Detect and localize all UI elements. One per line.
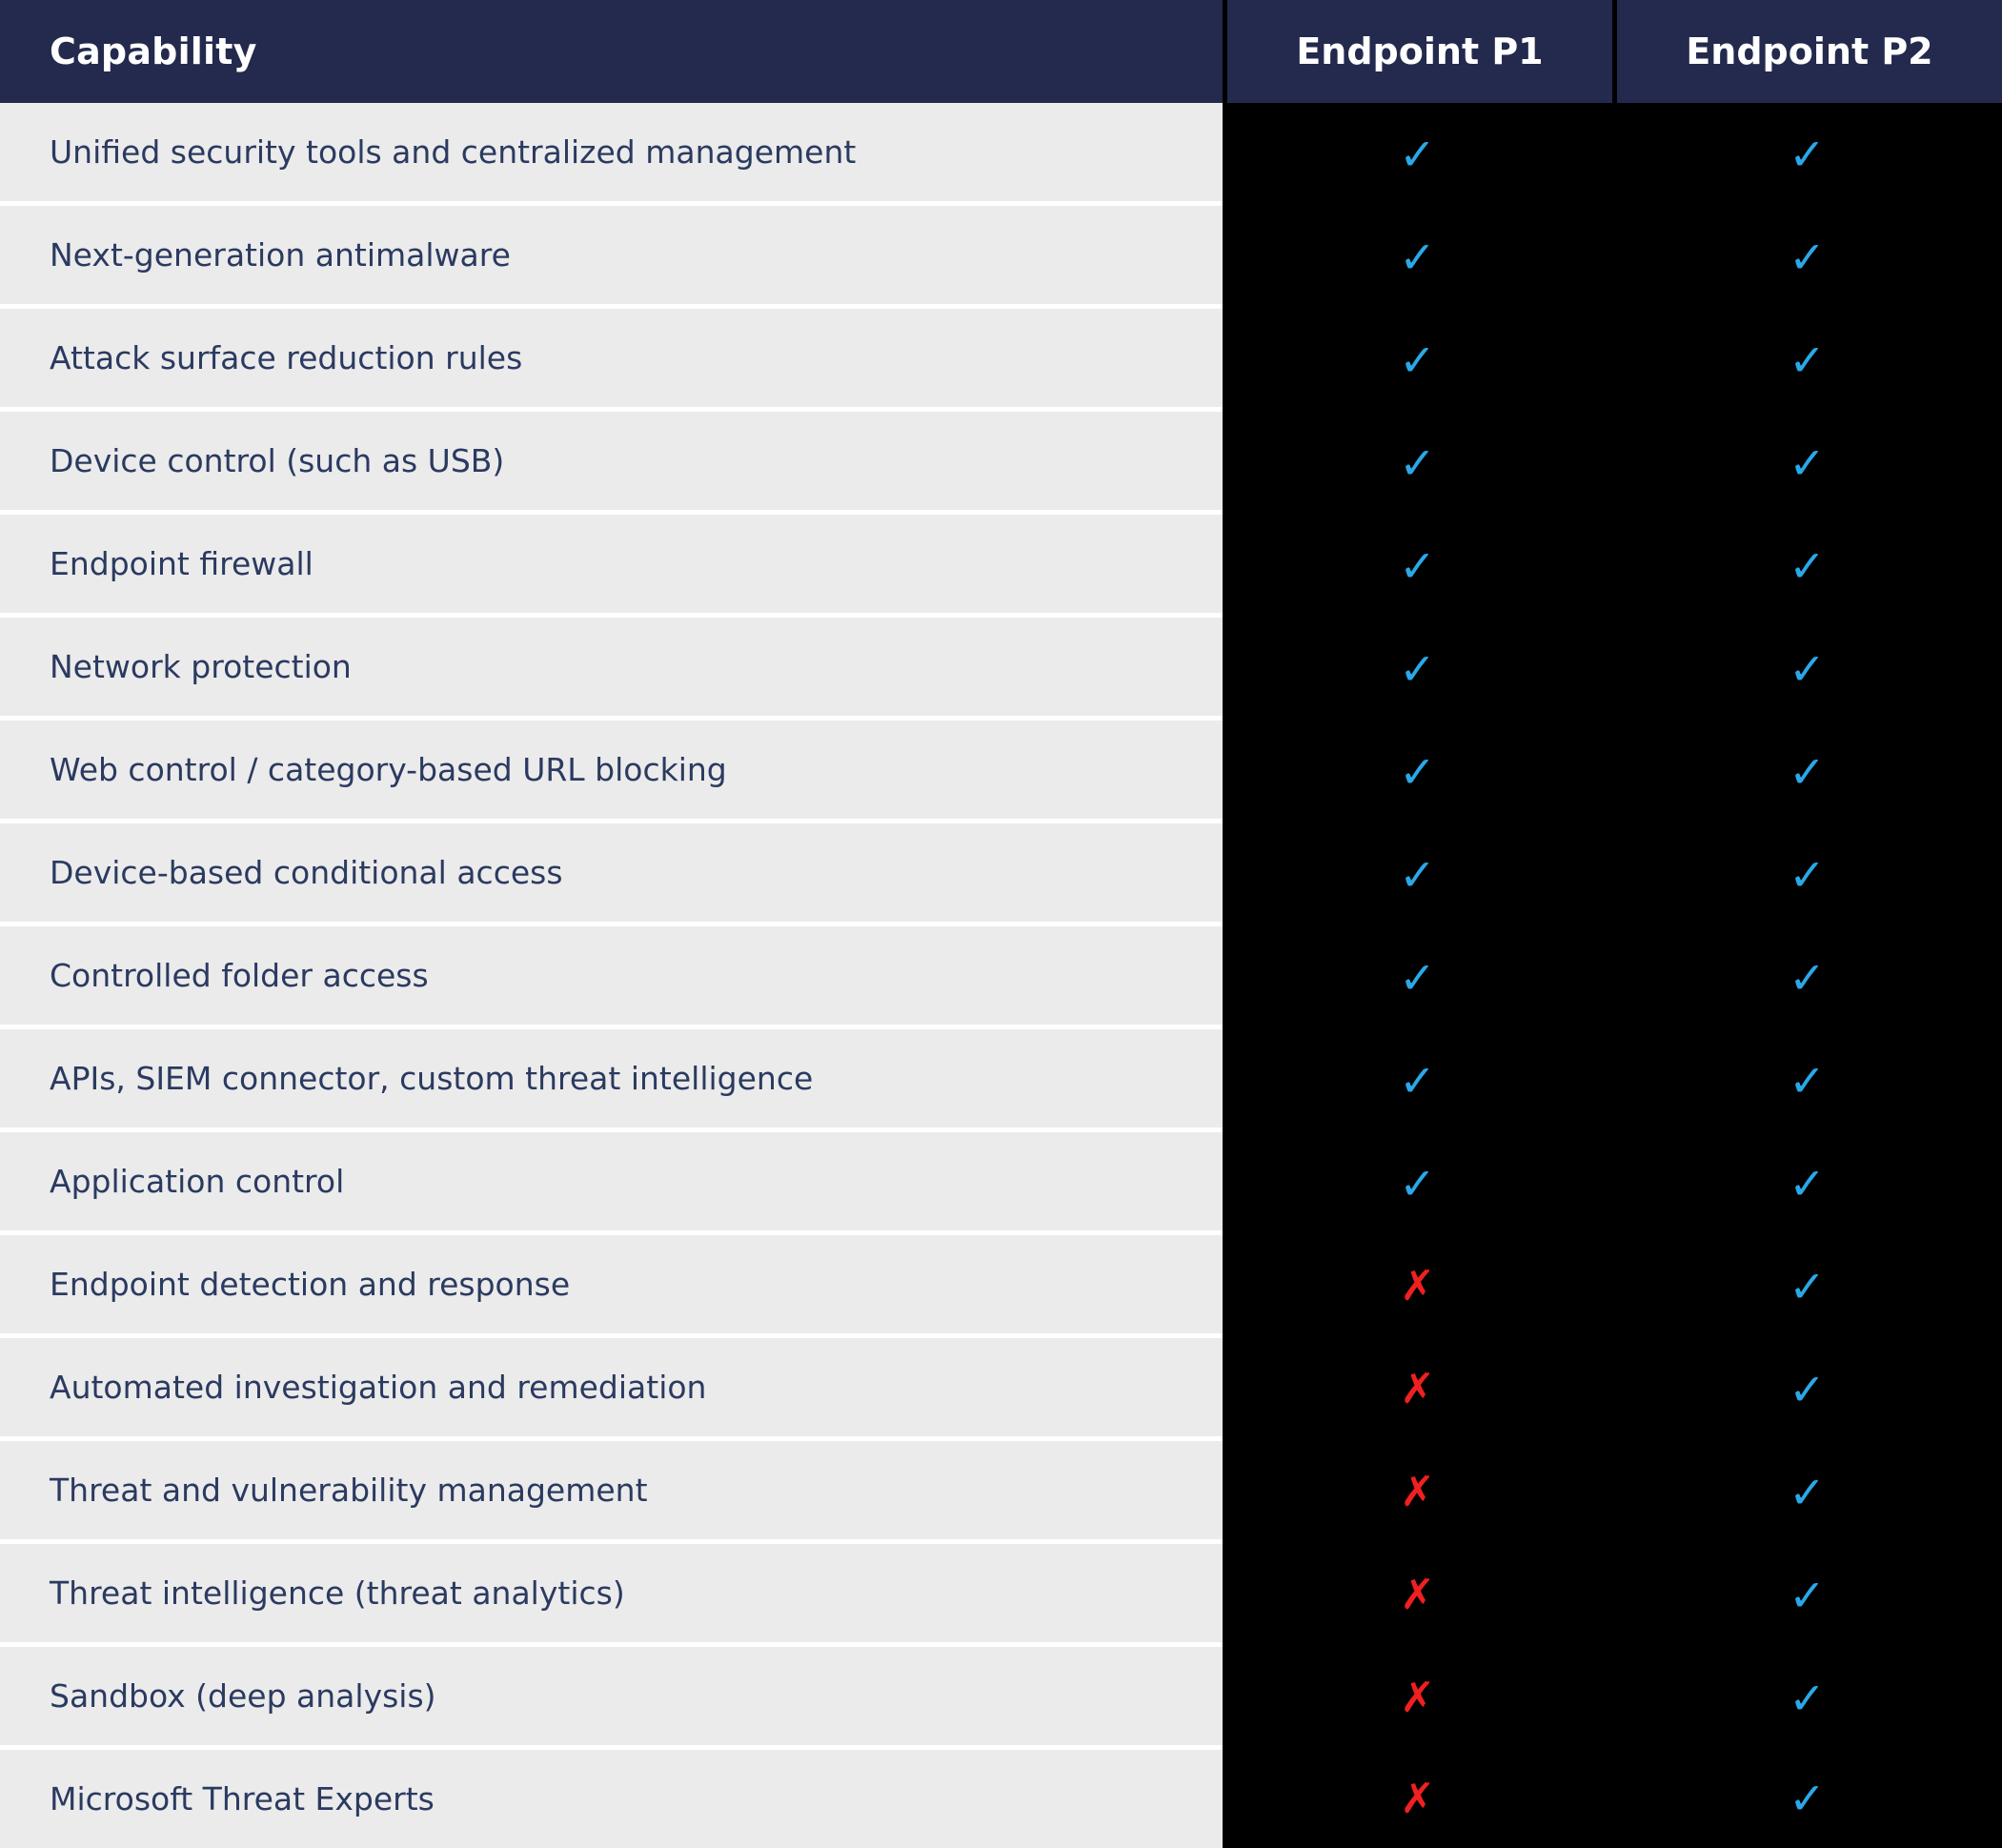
table-row [0, 1029, 2002, 1132]
check-icon: ✓ [1789, 1672, 1826, 1724]
capability-label: Device control (such as USB) [0, 412, 1223, 515]
table-row [0, 515, 2002, 618]
check-icon: ✓ [1789, 1054, 1826, 1107]
availability-cell-p2 [1612, 1544, 2002, 1647]
cross-icon: ✗ [1400, 1774, 1435, 1823]
check-icon: ✓ [1789, 1157, 1826, 1209]
check-icon: ✓ [1789, 231, 1826, 283]
check-icon: ✓ [1399, 1157, 1436, 1209]
table-row [0, 926, 2002, 1029]
availability-cell-p2 [1612, 926, 2002, 1029]
table-row [0, 1647, 2002, 1750]
check-icon: ✓ [1399, 745, 1436, 798]
capability-label: Sandbox (deep analysis) [0, 1647, 1223, 1750]
availability-cell-p1 [1223, 721, 1612, 823]
check-icon: ✓ [1399, 1054, 1436, 1107]
table-row [0, 721, 2002, 823]
availability-cell-p2 [1612, 823, 2002, 926]
column-header-capability: Capability [0, 0, 1223, 103]
check-icon: ✓ [1399, 437, 1436, 489]
capability-label: Controlled folder access [0, 926, 1223, 1029]
table-row [0, 823, 2002, 926]
availability-cell-p2 [1612, 309, 2002, 412]
cross-icon: ✗ [1400, 1571, 1435, 1619]
availability-cell-p1 [1223, 1647, 1612, 1750]
header-row [0, 0, 2002, 103]
capability-label: Automated investigation and remediation [0, 1338, 1223, 1441]
availability-cell-p2 [1612, 1338, 2002, 1441]
availability-cell-p2 [1612, 1750, 2002, 1848]
capability-label: Device-based conditional access [0, 823, 1223, 926]
column-header-endpoint-p2: Endpoint P2 [1612, 0, 2002, 103]
table-row [0, 1338, 2002, 1441]
check-icon: ✓ [1789, 1466, 1826, 1518]
check-icon: ✓ [1399, 539, 1436, 592]
availability-cell-p1 [1223, 823, 1612, 926]
availability-cell-p1 [1223, 206, 1612, 309]
table-header [0, 0, 2002, 103]
check-icon: ✓ [1789, 437, 1826, 489]
capability-label: Network protection [0, 618, 1223, 721]
capability-label: Endpoint firewall [0, 515, 1223, 618]
availability-cell-p2 [1612, 618, 2002, 721]
capability-label: Microsoft Threat Experts [0, 1750, 1223, 1848]
availability-cell-p1 [1223, 103, 1612, 206]
check-icon: ✓ [1789, 1260, 1826, 1312]
check-icon: ✓ [1399, 848, 1436, 901]
capability-label: Unified security tools and centralized management [0, 103, 1223, 206]
capability-label: Web control / category-based URL blocking [0, 721, 1223, 823]
check-icon: ✓ [1789, 334, 1826, 386]
availability-cell-p1 [1223, 618, 1612, 721]
check-icon: ✓ [1789, 951, 1826, 1004]
availability-cell-p2 [1612, 206, 2002, 309]
table-row [0, 1132, 2002, 1235]
availability-cell-p2 [1612, 721, 2002, 823]
cross-icon: ✗ [1400, 1674, 1435, 1722]
capability-label: Threat intelligence (threat analytics) [0, 1544, 1223, 1647]
availability-cell-p2 [1612, 412, 2002, 515]
availability-cell-p1 [1223, 926, 1612, 1029]
availability-cell-p2 [1612, 1029, 2002, 1132]
table-row [0, 309, 2002, 412]
availability-cell-p1 [1223, 412, 1612, 515]
capability-label: Next-generation antimalware [0, 206, 1223, 309]
availability-cell-p1 [1223, 1544, 1612, 1647]
check-icon: ✓ [1789, 128, 1826, 180]
availability-cell-p1 [1223, 1441, 1612, 1544]
capability-label: Endpoint detection and response [0, 1235, 1223, 1338]
table-row [0, 1544, 2002, 1647]
check-icon: ✓ [1789, 1363, 1826, 1415]
availability-cell-p2 [1612, 1132, 2002, 1235]
check-icon: ✓ [1399, 951, 1436, 1004]
availability-cell-p2 [1612, 1235, 2002, 1338]
capability-label: Attack surface reduction rules [0, 309, 1223, 412]
table-row [0, 206, 2002, 309]
availability-cell-p1 [1223, 1338, 1612, 1441]
cross-icon: ✗ [1400, 1262, 1435, 1310]
table-row [0, 1235, 2002, 1338]
table-row [0, 1750, 2002, 1848]
cross-icon: ✗ [1400, 1468, 1435, 1516]
capability-label: Application control [0, 1132, 1223, 1235]
table-row [0, 1441, 2002, 1544]
check-icon: ✓ [1789, 745, 1826, 798]
availability-cell-p1 [1223, 1029, 1612, 1132]
capability-label: Threat and vulnerability management [0, 1441, 1223, 1544]
check-icon: ✓ [1399, 334, 1436, 386]
check-icon: ✓ [1789, 1569, 1826, 1621]
check-icon: ✓ [1399, 128, 1436, 180]
availability-cell-p1 [1223, 309, 1612, 412]
check-icon: ✓ [1399, 642, 1436, 695]
check-icon: ✓ [1789, 1773, 1826, 1824]
table-row [0, 618, 2002, 721]
availability-cell-p1 [1223, 515, 1612, 618]
table-row [0, 412, 2002, 515]
column-header-endpoint-p1: Endpoint P1 [1223, 0, 1612, 103]
availability-cell-p1 [1223, 1235, 1612, 1338]
availability-cell-p2 [1612, 1441, 2002, 1544]
cross-icon: ✗ [1400, 1365, 1435, 1413]
table-body [0, 103, 2002, 1848]
availability-cell-p2 [1612, 1647, 2002, 1750]
availability-cell-p2 [1612, 103, 2002, 206]
availability-cell-p1 [1223, 1750, 1612, 1848]
table-row [0, 103, 2002, 206]
availability-cell-p1 [1223, 1132, 1612, 1235]
availability-cell-p2 [1612, 515, 2002, 618]
check-icon: ✓ [1789, 539, 1826, 592]
check-icon: ✓ [1789, 848, 1826, 901]
check-icon: ✓ [1789, 642, 1826, 695]
check-icon: ✓ [1399, 231, 1436, 283]
capability-label: APIs, SIEM connector, custom threat intelligence [0, 1029, 1223, 1132]
